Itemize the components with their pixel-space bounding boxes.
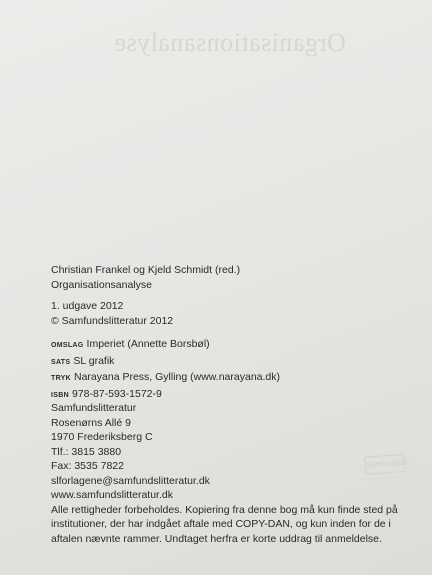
stamp-label: Samfundslit. xyxy=(364,454,405,475)
credit-print xyxy=(51,370,280,387)
authors: Christian Frankel og Kjeld Schmidt (red.) xyxy=(51,264,241,276)
book-title: Organisationsanalyse xyxy=(51,278,152,291)
bleed-through-title: Organisationsanalyse xyxy=(114,28,346,57)
publisher-email: slforlagene@samfundslitteratur.dk xyxy=(51,474,210,487)
credit-value: 978-87-593-1572-9 xyxy=(71,387,162,400)
production-block xyxy=(51,337,280,403)
publisher-block xyxy=(51,401,423,546)
credit-value: SL grafik xyxy=(73,354,115,367)
credit-cover xyxy=(51,337,280,354)
credit-value: Narayana Press, Gylling (www.narayana.dk) xyxy=(74,371,281,383)
credit-value: Imperiet (Annette Borsbøl) xyxy=(86,338,210,350)
edition-block xyxy=(51,299,173,328)
copyright: © Samfundslitteratur 2012 xyxy=(51,314,174,327)
publisher-name: Samfundslitteratur xyxy=(51,402,137,414)
credits-block xyxy=(51,263,240,292)
publisher-phone: Tlf.: 3815 3880 xyxy=(51,445,122,458)
edition: 1. udgave 2012 xyxy=(51,300,124,312)
credit-label: OMSLAG xyxy=(51,342,84,349)
credit-label: TRYK xyxy=(51,375,71,382)
publisher-fax: Fax: 3535 7822 xyxy=(51,460,124,472)
rights-notice: Alle rettigheder forbeholdes. Kopiering fra denne bog må kun finde sted på institutioner, der har indgået aftale med COPY-DAN, og kun inden for de i aftalen nævnte rammer. Undtaget herfra er korte uddrag til anmeldelse. xyxy=(51,503,398,545)
credit-label: SATS xyxy=(51,358,71,366)
publisher-web: www.samfundslitteratur.dk xyxy=(51,489,173,501)
credit-typesetting xyxy=(51,354,280,371)
credit-label: ISBN xyxy=(51,391,69,399)
publisher-city: 1970 Frederiksberg C xyxy=(51,431,153,443)
publisher-street: Rosenørns Allé 9 xyxy=(51,416,131,429)
